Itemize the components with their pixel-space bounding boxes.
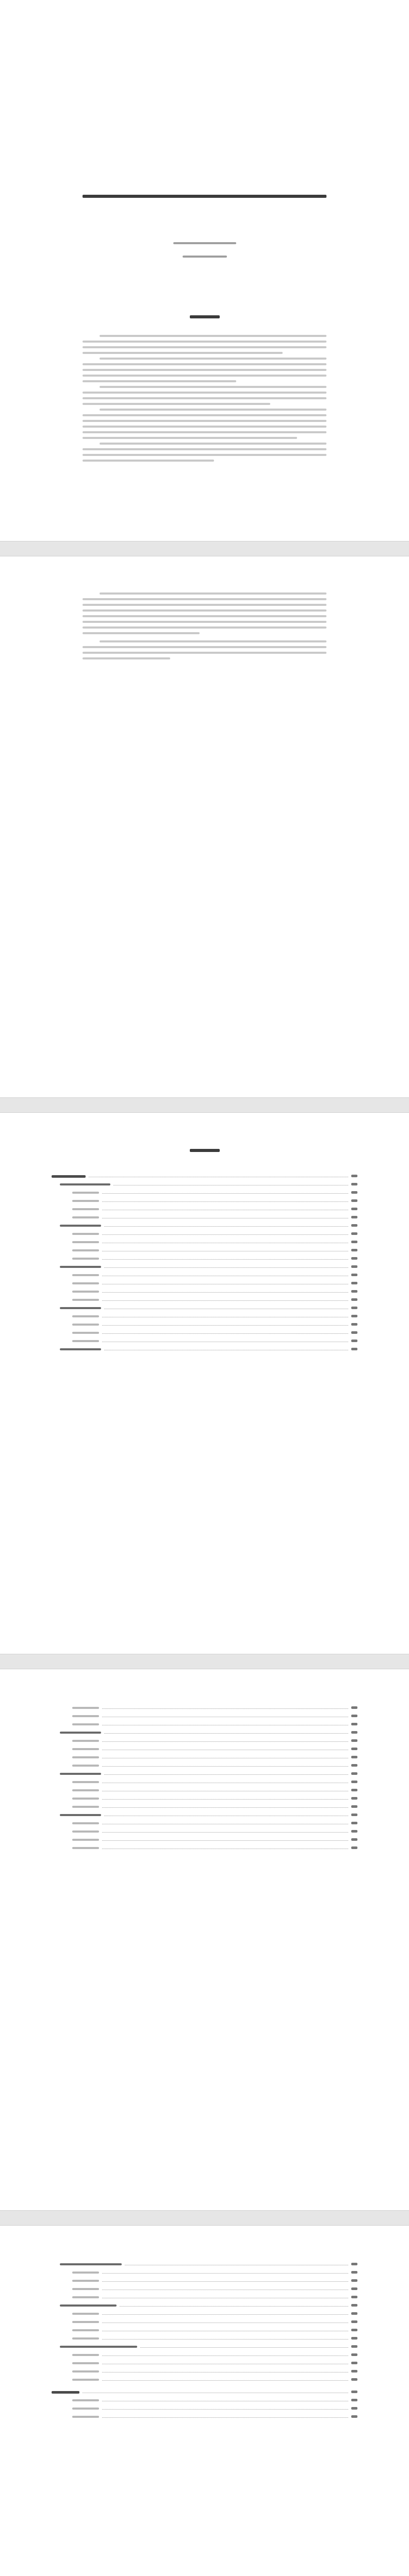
toc-list	[52, 1174, 357, 1355]
toc-entry[interactable]	[72, 2336, 357, 2341]
toc-entry[interactable]	[72, 1240, 357, 1245]
toc-entry[interactable]	[72, 1804, 357, 1809]
toc-list-continued-2	[52, 2262, 357, 2422]
foreword-body-continued	[83, 592, 326, 663]
toc-entry[interactable]	[72, 1821, 357, 1826]
toc-heading	[190, 1149, 220, 1152]
toc-entry[interactable]	[72, 2377, 357, 2382]
toc-entry[interactable]	[60, 1264, 357, 1269]
toc-entry[interactable]	[60, 1182, 357, 1187]
foreword-body	[83, 335, 326, 465]
toc-entry[interactable]	[72, 2369, 357, 2374]
toc-entry[interactable]	[72, 1314, 357, 1319]
toc-entry[interactable]	[72, 1215, 357, 1220]
toc-entry[interactable]	[72, 1747, 357, 1752]
toc-entry[interactable]	[72, 1248, 357, 1253]
toc-entry[interactable]	[72, 2286, 357, 2292]
toc-entry[interactable]	[72, 1190, 357, 1195]
page-5	[0, 2226, 409, 2576]
toc-entry[interactable]	[60, 2303, 357, 2308]
toc-list-continued	[52, 1705, 357, 1854]
cover-title	[83, 195, 326, 198]
toc-entry[interactable]	[72, 1330, 357, 1335]
toc-entry[interactable]	[72, 1273, 357, 1278]
toc-entry[interactable]	[72, 1338, 357, 1344]
toc-entry[interactable]	[72, 2278, 357, 2283]
toc-entry[interactable]	[72, 2352, 357, 2358]
toc-entry[interactable]	[60, 1730, 357, 1735]
toc-entry[interactable]	[72, 1289, 357, 1294]
toc-entry[interactable]	[72, 2311, 357, 2316]
toc-entry[interactable]	[72, 1705, 357, 1710]
page-1	[0, 0, 409, 541]
toc-entry[interactable]	[72, 1256, 357, 1261]
toc-entry[interactable]	[72, 1796, 357, 1801]
toc-entry[interactable]	[72, 1837, 357, 1842]
foreword-heading	[190, 315, 220, 318]
toc-entry[interactable]	[72, 1322, 357, 1327]
toc-entry[interactable]	[52, 2389, 357, 2395]
toc-entry[interactable]	[72, 2319, 357, 2325]
toc-entry[interactable]	[72, 1231, 357, 1236]
toc-entry[interactable]	[72, 1297, 357, 1302]
toc-entry[interactable]	[72, 2398, 357, 2403]
page-3	[0, 1113, 409, 1654]
toc-entry[interactable]	[72, 1714, 357, 1719]
toc-entry[interactable]	[72, 1845, 357, 1851]
toc-entry[interactable]	[72, 2328, 357, 2333]
toc-entry[interactable]	[72, 1755, 357, 1760]
toc-entry[interactable]	[52, 1174, 357, 1179]
toc-entry[interactable]	[72, 2414, 357, 2419]
toc-entry[interactable]	[72, 1738, 357, 1743]
page-4	[0, 1669, 409, 2210]
toc-entry[interactable]	[60, 2262, 357, 2267]
toc-entry[interactable]	[72, 1722, 357, 1727]
toc-entry[interactable]	[72, 1207, 357, 1212]
toc-entry[interactable]	[72, 1780, 357, 1785]
toc-entry[interactable]	[72, 2295, 357, 2300]
toc-entry[interactable]	[72, 1198, 357, 1204]
toc-entry[interactable]	[72, 1763, 357, 1768]
toc-entry[interactable]	[72, 2361, 357, 2366]
toc-entry[interactable]	[60, 1223, 357, 1228]
page-2	[0, 556, 409, 1097]
toc-entry[interactable]	[72, 2270, 357, 2275]
toc-entry[interactable]	[72, 1788, 357, 1793]
toc-entry[interactable]	[72, 2406, 357, 2411]
toc-entry[interactable]	[60, 1812, 357, 1818]
toc-entry[interactable]	[60, 1771, 357, 1776]
toc-entry[interactable]	[72, 1281, 357, 1286]
toc-entry[interactable]	[72, 1829, 357, 1834]
toc-entry[interactable]	[60, 1347, 357, 1352]
toc-entry[interactable]	[60, 2344, 357, 2349]
cover-date	[183, 256, 227, 258]
cover-issuer	[173, 242, 236, 244]
toc-entry[interactable]	[60, 1306, 357, 1311]
